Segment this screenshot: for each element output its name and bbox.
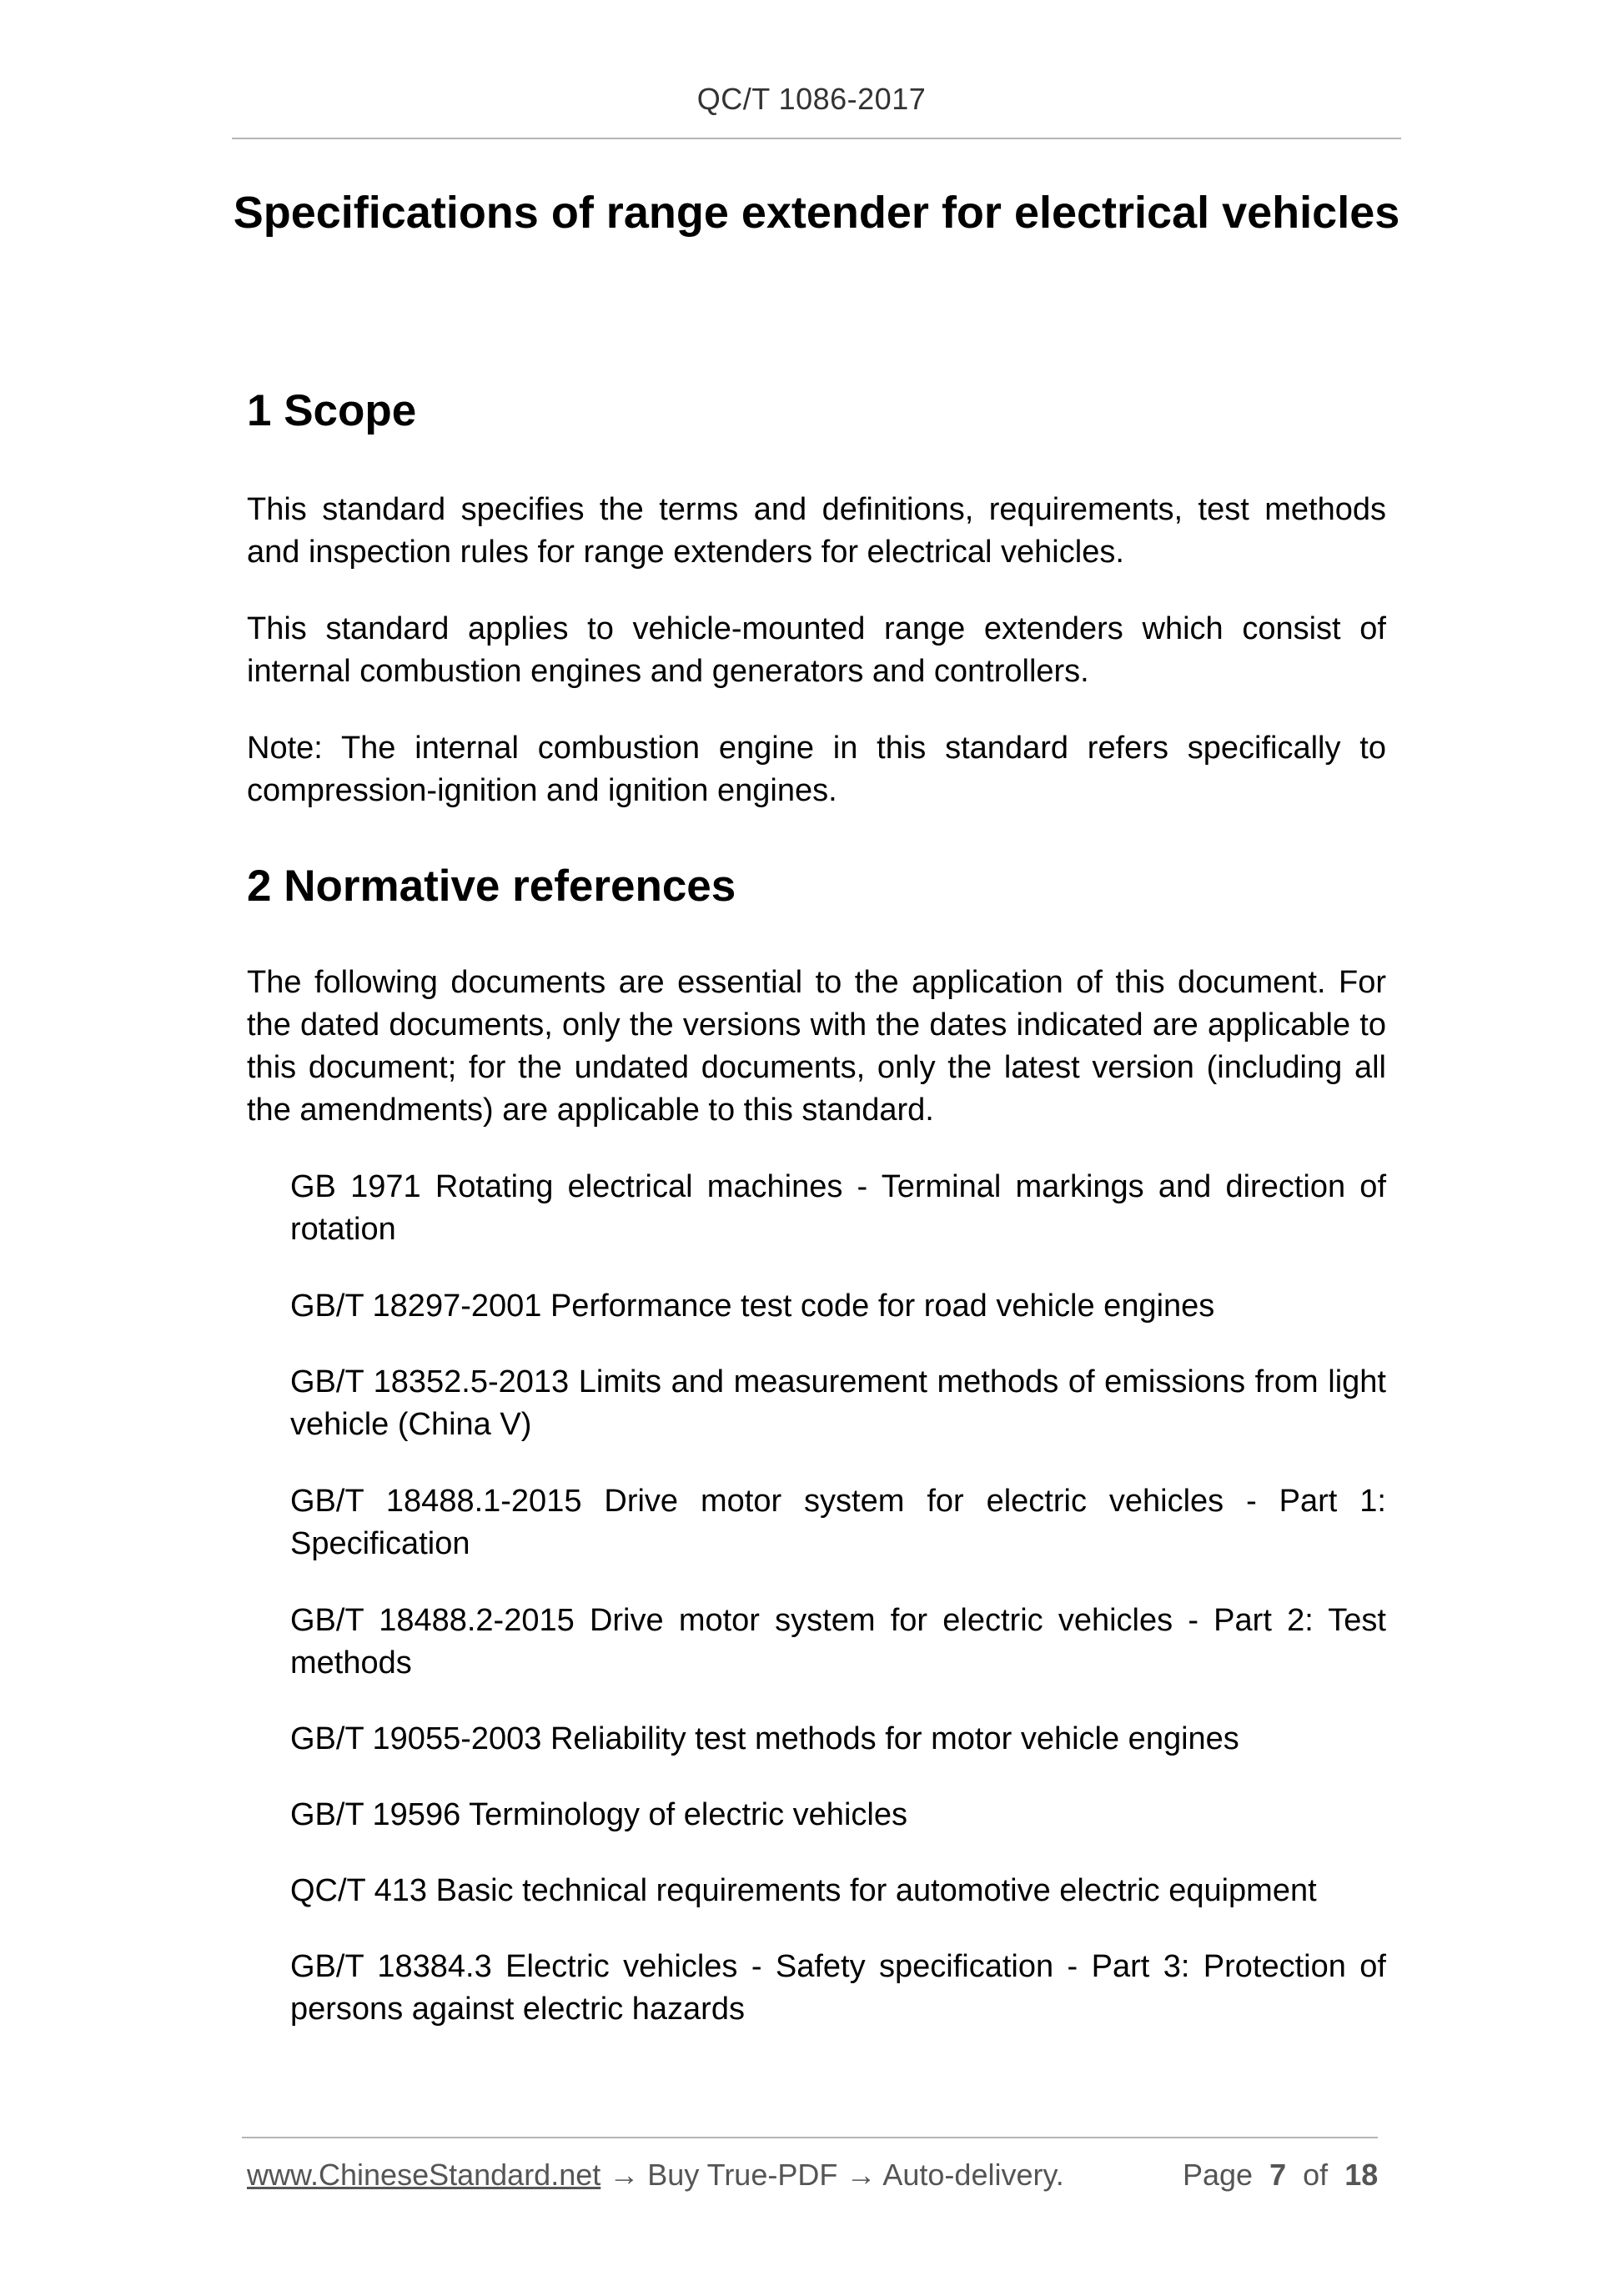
page-of-label: of [1303,2158,1329,2192]
reference-item: GB/T 19055-2003 Reliability test methods for motor vehicle engines [290,1721,1239,1756]
arrow-right-icon: → [846,2158,877,2192]
scope-note: Note: The internal combustion engine in this standard refers specifically to compression-ignition and ignition engines. [247,731,1386,808]
website-link[interactable]: www.ChineseStandard.net [247,2158,601,2192]
footer-promo [247,2158,1064,2193]
reference-item: GB/T 18488.1-2015 Drive motor system for electric vehicles - Part 1: Specification [290,1484,1386,1561]
header-divider [232,138,1401,139]
reference-item: QC/T 413 Basic technical requirements for automotive electric equipment [290,1873,1317,1908]
reference-item: GB 1971 Rotating electrical machines - Terminal markings and direction of rotation [290,1169,1386,1247]
reference-item: GB/T 18384.3 Electric vehicles - Safety specification - Part 3: Protection of persons against electric hazards [290,1949,1386,2027]
reference-item: GB/T 18488.2-2015 Drive motor system for electric vehicles - Part 2: Test methods [290,1603,1386,1681]
auto-delivery-text: Auto-delivery. [882,2158,1064,2192]
page-indicator [1183,2158,1378,2193]
normative-intro-paragraph: The following documents are essential to the application of this document. For the dated documents, only the versions with the dates indicated are applicable to this document; for the undated documents, only the latest version (including all the amendments) are applicable to this standard. [247,965,1386,1128]
page-current: 7 [1269,2158,1287,2192]
page-total: 18 [1344,2158,1379,2192]
section-heading-scope: 1 Scope [247,386,417,435]
scope-paragraph-2: This standard applies to vehicle-mounted range extenders which consist of internal combustion engines and generators and controllers. [247,611,1386,689]
header-doc-code: QC/T 1086-2017 [696,82,927,116]
reference-item: GB/T 19596 Terminology of electric vehicles [290,1797,907,1832]
scope-paragraph-1: This standard specifies the terms and definitions, requirements, test methods and inspection rules for range extenders for electrical vehicles. [247,492,1386,570]
reference-item: GB/T 18297-2001 Performance test code for road vehicle engines [290,1289,1215,1324]
footer-divider [242,2137,1378,2138]
arrow-right-icon: → [609,2158,640,2192]
document-title: Specifications of range extender for electrical vehicles [233,188,1400,238]
reference-item: GB/T 18352.5-2013 Limits and measurement methods of emissions from light vehicle (China V) [290,1364,1386,1442]
section-heading-normative-references: 2 Normative references [247,862,736,911]
buy-true-pdf-text: Buy True-PDF [647,2158,838,2192]
page-label: Page [1183,2158,1254,2192]
